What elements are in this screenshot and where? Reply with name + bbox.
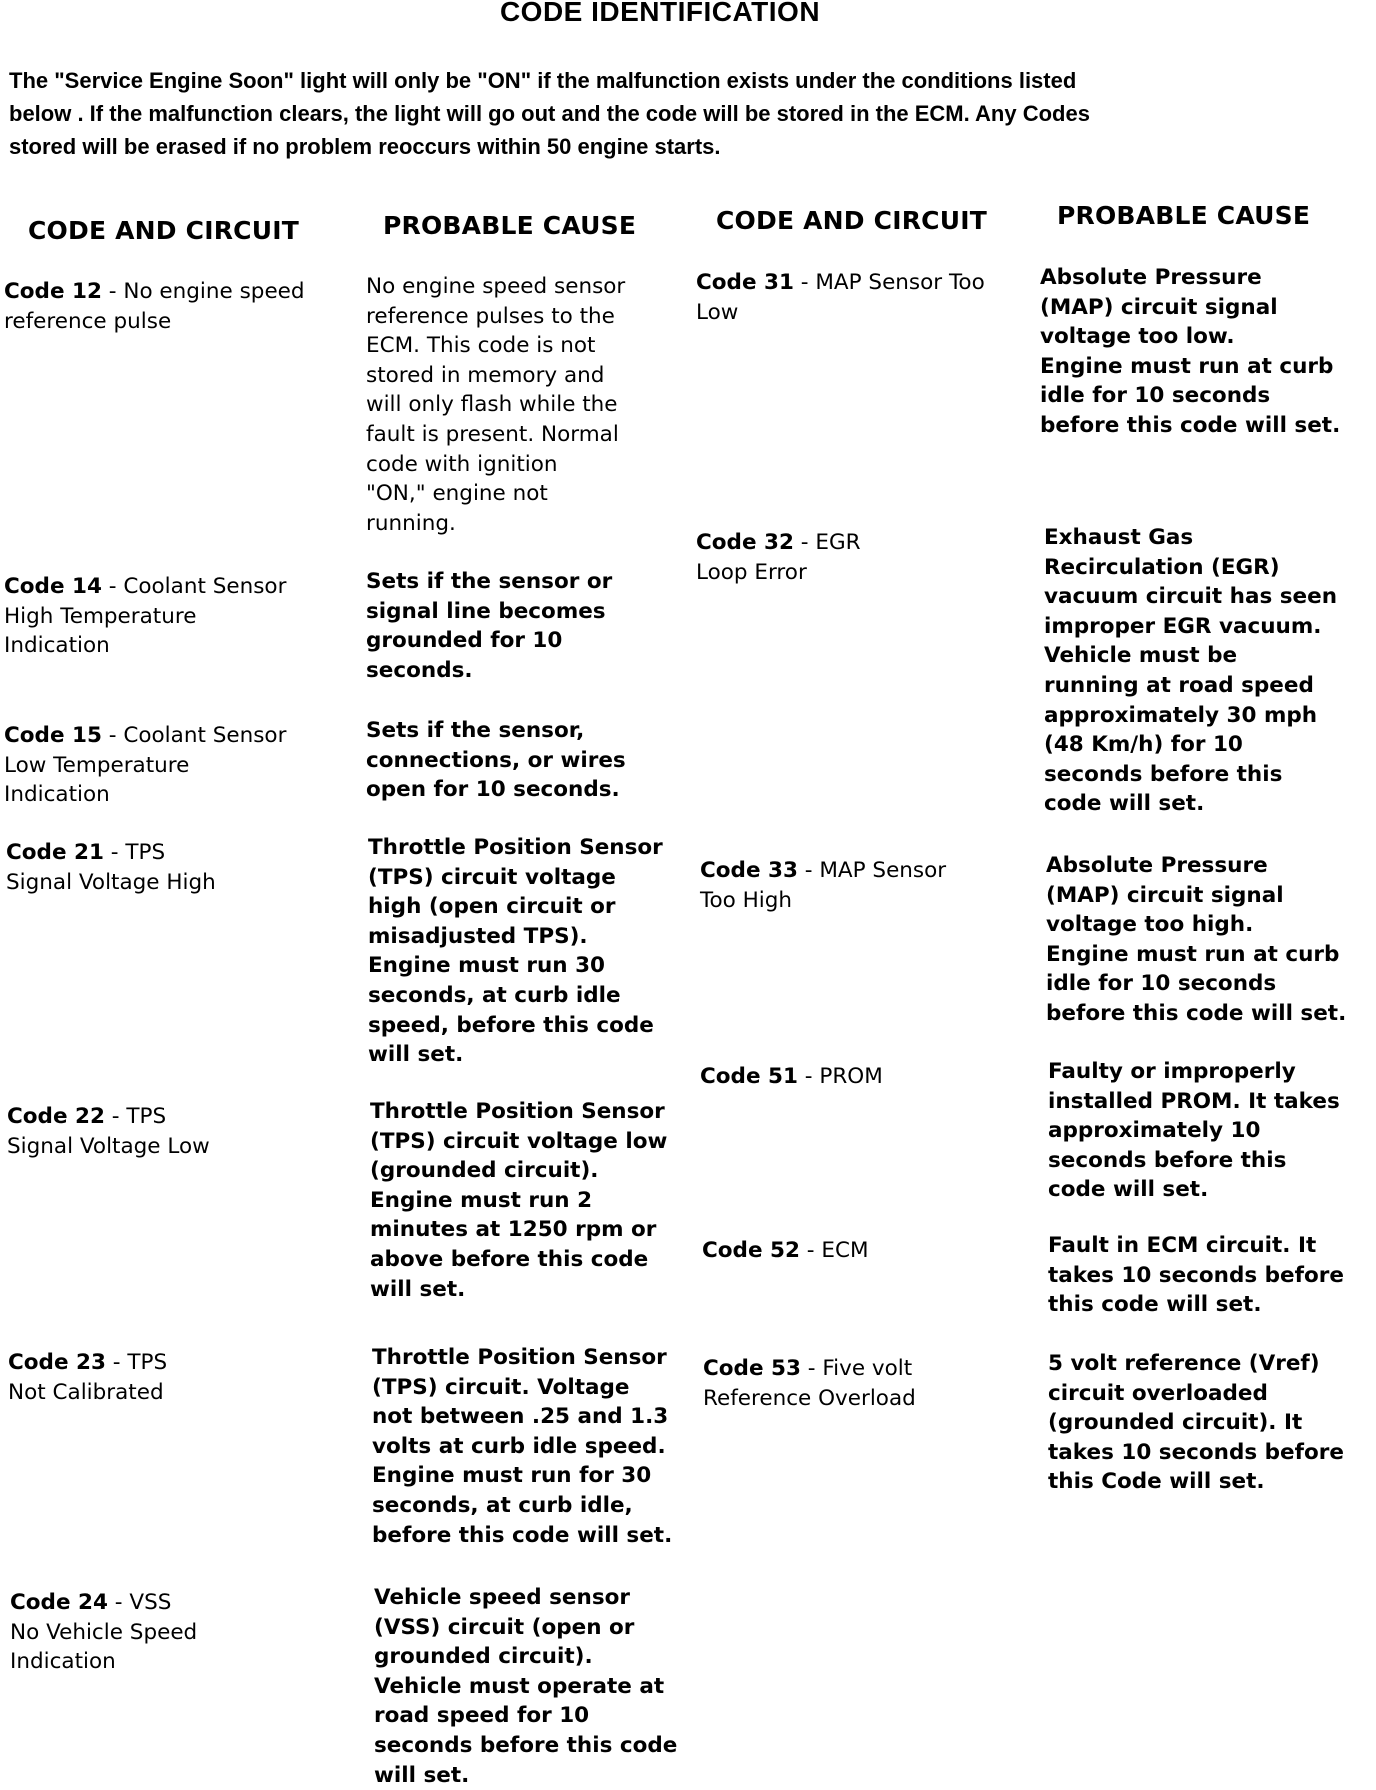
left-code-circuit-0 (4, 277, 305, 336)
cause-line: (TPS) circuit. Voltage (372, 1374, 630, 1400)
right-code-circuit-1 (696, 528, 861, 587)
cause-line: (grounded circuit). It (1048, 1410, 1303, 1436)
circuit-description: - MAP Sensor Too (793, 270, 985, 295)
cause-line: Engine must run 30 (368, 953, 606, 979)
cause-line: installed PROM. It takes (1048, 1088, 1340, 1114)
circuit-description: - EGR (793, 530, 861, 555)
right-probable-cause-3 (1048, 1057, 1340, 1205)
cause-line: code with ignition (366, 451, 558, 477)
cause-line: Absolute Pressure (1046, 853, 1268, 878)
cause-line: signal line becomes (366, 598, 606, 624)
intro-paragraph (9, 64, 1329, 163)
code-number: Code 31 (696, 270, 794, 295)
cause-line: (48 Km/h) for 10 (1044, 732, 1243, 758)
cause-line: code will set. (1044, 791, 1205, 817)
cause-line: (TPS) circuit voltage (368, 864, 616, 890)
circuit-line: Indication (4, 782, 110, 808)
cause-line: Exhaust Gas (1044, 525, 1194, 550)
cause-line: Throttle Position Sensor (370, 1099, 665, 1124)
cause-line: reference pulses to the (366, 303, 615, 329)
code-line (700, 1062, 883, 1092)
circuit-line: Reference Overload (703, 1385, 916, 1411)
cause-line: minutes at 1250 rpm or (370, 1217, 657, 1243)
code-number: Code 24 (10, 1590, 108, 1615)
code-number: Code 52 (702, 1238, 800, 1263)
cause-line: will set. (368, 1042, 464, 1068)
cause-line: volts at curb idle speed. (372, 1433, 666, 1459)
circuit-line: Low (696, 299, 739, 325)
cause-line: Engine must run 2 (370, 1187, 593, 1213)
circuit-description: - TPS (104, 1104, 167, 1129)
code-number: Code 14 (4, 574, 102, 599)
code-number: Code 33 (700, 858, 798, 883)
cause-line: connections, or wires (366, 747, 626, 773)
left-code-circuit-6 (10, 1588, 197, 1677)
circuit-description: - TPS (105, 1350, 168, 1375)
circuit-description: - Five volt (800, 1356, 913, 1381)
code-line (696, 268, 985, 298)
circuit-line: No Vehicle Speed (10, 1619, 198, 1645)
header-right-code-circuit: CODE AND CIRCUIT (716, 206, 987, 235)
cause-line: fault is present. Normal (366, 421, 619, 447)
left-code-circuit-3 (6, 838, 216, 897)
cause-line: (TPS) circuit voltage low (370, 1128, 668, 1154)
cause-line: Engine must run at curb (1046, 941, 1340, 967)
header-left-probable-cause: PROBABLE CAUSE (383, 211, 637, 240)
intro-line: below . If the malfunction clears, the light will go out and the code will be stored in the ECM. Any Codes (9, 101, 1090, 126)
cause-line: Absolute Pressure (1040, 265, 1262, 290)
right-probable-cause-0 (1040, 263, 1340, 441)
code-line (8, 1348, 167, 1378)
circuit-description: - VSS (107, 1590, 172, 1615)
cause-line: improper EGR vacuum. (1044, 613, 1322, 639)
cause-line: takes 10 seconds before (1048, 1439, 1344, 1465)
circuit-line: Indication (4, 633, 110, 659)
cause-line: Fault in ECM circuit. It (1048, 1233, 1317, 1258)
code-line (6, 838, 216, 868)
cause-line: seconds before this code (374, 1732, 678, 1758)
right-code-circuit-0 (696, 268, 985, 327)
cause-line: misadjusted TPS). (368, 923, 588, 949)
header-right-probable-cause: PROBABLE CAUSE (1057, 201, 1311, 230)
cause-line: Faulty or improperly (1048, 1059, 1296, 1084)
cause-line: speed, before this code (368, 1012, 654, 1038)
circuit-description: - PROM (797, 1064, 883, 1089)
left-probable-cause-0 (366, 272, 625, 538)
cause-line: Throttle Position Sensor (368, 835, 663, 860)
circuit-description: - TPS (103, 840, 166, 865)
cause-line: Vehicle must be (1044, 643, 1238, 669)
cause-line: seconds, at curb idle (368, 982, 621, 1008)
right-probable-cause-2 (1046, 851, 1346, 1029)
right-probable-cause-1 (1044, 523, 1337, 819)
circuit-description: - No engine speed (101, 279, 305, 304)
cause-line: high (open circuit or (368, 894, 616, 920)
code-number: Code 53 (703, 1356, 801, 1381)
cause-line: seconds before this (1048, 1147, 1287, 1173)
cause-line: Recirculation (EGR) (1044, 554, 1280, 580)
cause-line: code will set. (1048, 1177, 1209, 1203)
cause-line: this code will set. (1048, 1292, 1262, 1318)
code-line (4, 721, 286, 751)
cause-line: will set. (370, 1276, 466, 1302)
cause-line: not between .25 and 1.3 (372, 1404, 669, 1430)
page-title: CODE IDENTIFICATION (499, 0, 821, 27)
code-line (696, 528, 861, 558)
cause-line: Vehicle must operate at (374, 1673, 665, 1699)
cause-line: circuit overloaded (1048, 1380, 1268, 1406)
right-code-circuit-5 (703, 1354, 916, 1413)
circuit-line: Signal Voltage High (6, 869, 216, 895)
code-number: Code 12 (4, 279, 102, 304)
code-line (4, 572, 286, 602)
cause-line: Sets if the sensor or (366, 569, 613, 594)
cause-line: Throttle Position Sensor (372, 1345, 667, 1370)
header-left-code-circuit: CODE AND CIRCUIT (28, 216, 299, 245)
code-line (702, 1236, 869, 1266)
right-code-circuit-3 (700, 1062, 883, 1092)
code-line (7, 1102, 210, 1132)
circuit-description: - MAP Sensor (797, 858, 947, 883)
cause-line: (MAP) circuit signal (1046, 882, 1284, 908)
cause-line: above before this code (370, 1246, 649, 1272)
cause-line: stored in memory and (366, 362, 605, 388)
code-number: Code 22 (7, 1104, 105, 1129)
cause-line: idle for 10 seconds (1040, 383, 1271, 409)
cause-line: grounded circuit). (374, 1644, 593, 1670)
cause-line: Engine must run at curb (1040, 353, 1334, 379)
cause-line: (MAP) circuit signal (1040, 294, 1278, 320)
circuit-line: reference pulse (4, 308, 172, 334)
code-number: Code 15 (4, 723, 102, 748)
left-code-circuit-5 (8, 1348, 167, 1407)
code-number: Code 51 (700, 1064, 798, 1089)
cause-line: ECM. This code is not (366, 333, 596, 359)
circuit-line: Indication (10, 1649, 116, 1675)
intro-line: stored will be erased if no problem reoccurs within 50 engine starts. (9, 134, 721, 159)
cause-line: vacuum circuit has seen (1044, 584, 1338, 610)
circuit-line: Too High (700, 887, 793, 913)
code-number: Code 21 (6, 840, 104, 865)
cause-line: running. (366, 510, 456, 536)
code-line (10, 1588, 197, 1618)
circuit-line: Low Temperature (4, 752, 190, 778)
code-number: Code 23 (8, 1350, 106, 1375)
cause-line: voltage too high. (1046, 912, 1254, 938)
left-probable-cause-2 (366, 716, 626, 805)
cause-line: Sets if the sensor, (366, 718, 585, 743)
left-probable-cause-4 (370, 1097, 667, 1304)
code-line (700, 856, 946, 886)
cause-line: this Code will set. (1048, 1469, 1265, 1495)
circuit-line: Loop Error (696, 559, 807, 585)
cause-line: will only flash while the (366, 392, 618, 418)
circuit-description: - Coolant Sensor (101, 574, 287, 599)
right-code-circuit-4 (702, 1236, 869, 1266)
cause-line: road speed for 10 (374, 1703, 590, 1729)
intro-line: The "Service Engine Soon" light will only be "ON" if the malfunction exists under the conditions listed (9, 68, 1077, 93)
left-probable-cause-3 (368, 833, 663, 1070)
cause-line: seconds before this (1044, 761, 1283, 787)
left-code-circuit-4 (7, 1102, 210, 1161)
code-number: Code 32 (696, 530, 794, 555)
cause-line: seconds. (366, 657, 473, 683)
circuit-line: High Temperature (4, 603, 197, 629)
cause-line: before this code will set. (1046, 1000, 1347, 1026)
cause-line: running at road speed (1044, 672, 1314, 698)
right-code-circuit-2 (700, 856, 946, 915)
left-probable-cause-6 (374, 1583, 677, 1790)
cause-line: will set. (374, 1762, 470, 1788)
circuit-description: - Coolant Sensor (101, 723, 287, 748)
right-probable-cause-5 (1048, 1349, 1344, 1497)
cause-line: No engine speed sensor (366, 274, 626, 299)
left-probable-cause-5 (372, 1343, 672, 1550)
cause-line: voltage too low. (1040, 324, 1235, 350)
cause-line: idle for 10 seconds (1046, 971, 1277, 997)
code-line (703, 1354, 916, 1384)
cause-line: before this code will set. (372, 1522, 673, 1548)
cause-line: Vehicle speed sensor (374, 1585, 630, 1610)
circuit-line: Signal Voltage Low (7, 1133, 210, 1159)
cause-line: takes 10 seconds before (1048, 1262, 1344, 1288)
cause-line: before this code will set. (1040, 412, 1341, 438)
right-probable-cause-4 (1048, 1231, 1344, 1320)
cause-line: (grounded circuit). (370, 1158, 599, 1184)
cause-line: grounded for 10 (366, 628, 563, 654)
cause-line: approximately 30 mph (1044, 702, 1318, 728)
cause-line: "ON," engine not (366, 481, 548, 507)
circuit-description: - ECM (799, 1238, 869, 1263)
cause-line: (VSS) circuit (open or (374, 1614, 635, 1640)
left-probable-cause-1 (366, 567, 612, 685)
cause-line: approximately 10 (1048, 1118, 1261, 1144)
cause-line: seconds, at curb idle, (372, 1492, 633, 1518)
left-code-circuit-2 (4, 721, 286, 810)
circuit-line: Not Calibrated (8, 1379, 164, 1405)
cause-line: open for 10 seconds. (366, 777, 620, 803)
cause-line: 5 volt reference (Vref) (1048, 1351, 1320, 1376)
left-code-circuit-1 (4, 572, 286, 661)
cause-line: Engine must run for 30 (372, 1463, 652, 1489)
code-line (4, 277, 305, 307)
